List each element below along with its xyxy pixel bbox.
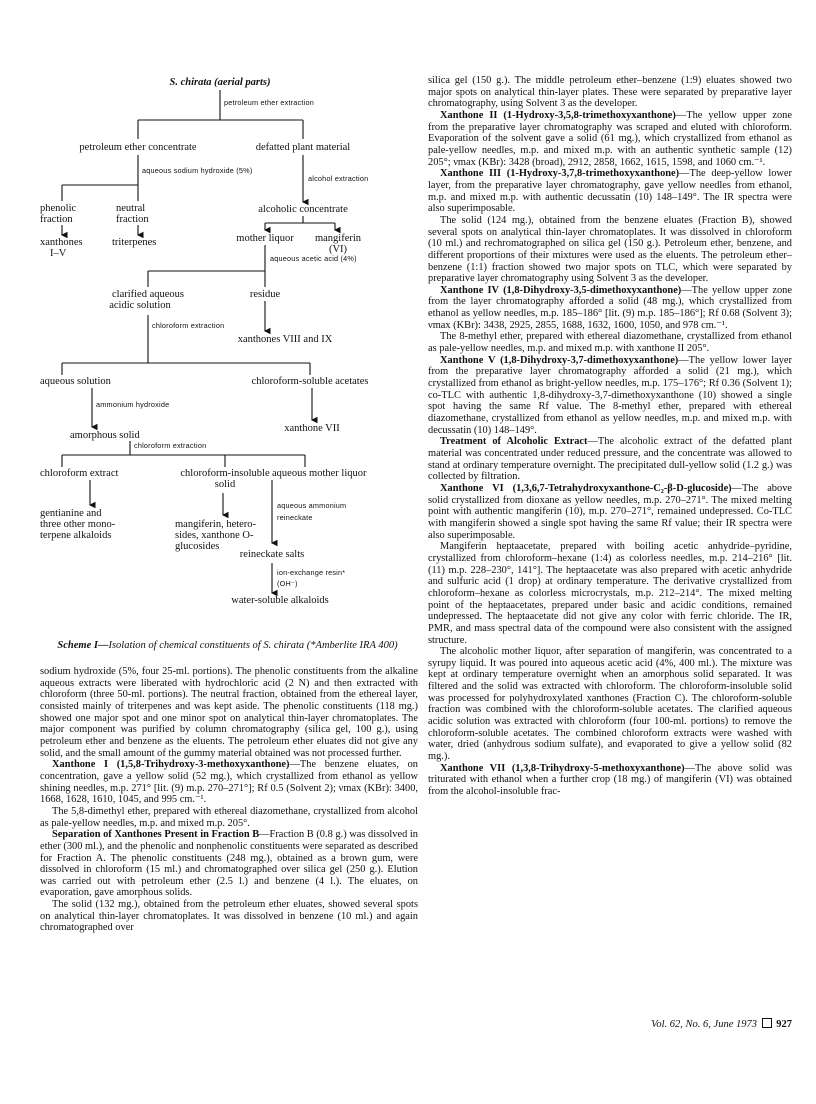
paragraph bbox=[428, 285, 792, 332]
paragraph bbox=[40, 759, 418, 806]
paragraph-text: silica gel (150 g.). The middle petroleum ether–benzene (1:9) eluates showed two major spots on analytical thin-layer plates. These were separated by preparative layer chromatography, using Solvent 3 as the developer. bbox=[428, 75, 792, 110]
node-gentianine-3: terpene alkaloids bbox=[40, 530, 112, 541]
section-heading: Xanthone II (1-Hydroxy-3,5,8-trimethoxyxanthone) bbox=[440, 109, 676, 121]
separator-box bbox=[762, 1018, 772, 1028]
node-phenolic: phenolic bbox=[40, 203, 77, 214]
section-heading: Xanthone VII (1,3,8-Trihydroxy-5-methoxyxanthone) bbox=[440, 762, 685, 774]
paragraph bbox=[40, 899, 418, 934]
paragraph bbox=[428, 483, 792, 541]
section-heading: Treatment of Alcoholic Extract bbox=[440, 436, 588, 448]
paragraph-text: —The above solid was triturated with ethanol when a further crop (18 mg.) of mangiferin (VI) was obtained from the alcohol-insoluble frac- bbox=[428, 762, 793, 798]
node-aqueous-mother-liquor: aqueous mother liquor bbox=[272, 468, 367, 479]
paragraph bbox=[428, 436, 792, 483]
paragraph-text: —The deep-yellow lower layer, from the preparative layer chromatography, gave yellow needles from ethanol, m.p. and mixed m.p. with authentic decussatin (10) 148–149°. The IR spectra were also superimposable. bbox=[428, 168, 792, 215]
paragraph-text: The alcoholic mother liquor, after separation of mangiferin, was concentrated to a syrupy liquid. It was poured into aqueous acetic acid (4%, 400 ml.). The mixture was kept at ordinary temperature overnight when an amorphous solid separated. It was filtered and the solid was extracted with chloroform. The chloroform-insoluble solid was processed for polyhydroxylated xanthones (Fraction C). The chloroform-soluble fraction was combined with the chloroform-soluble acetates. The clarified aqueous acidic solution was extracted with chloroform (four 100-ml. portions) to remove the chloroform-soluble acetates. The combined chloroform extracts were washed with water, dried (anhydrous sodium sulfate), and evaporated to give a yellow solid (82 mg.). bbox=[428, 646, 792, 763]
paragraph-text: —The alcoholic extract of the defatted plant material was concentrated under reduced pressure, and the concentrate was allowed to stand at ordinary temperature overnight. The precipitated dull-yellow solid (1.2 g.) was collected by filtration. bbox=[428, 436, 792, 483]
paragraph-text: Mangiferin heptaacetate, prepared with boiling acetic anhydride–pyridine, crystallized from chloroform–hexane (1:4) as colorless needles, m.p. 214–216° [lit. (11) m.p. 228–230°, 141°]. The heptaacetate was also prepared with acetic anhydride and sulfuric acid (1 drop) at ordinary temperature. The derivative crystallized from chloroform–hexane as colorless microcrystals, m.p. 212–214°. The mixed melting point of the heptaacetates, prepared under basic and acidic conditions, remained undepressed. The heptaacetate did not give any color with ferric chloride. The IR, PMR, and mass spectral data of the compound were also consistent with the assigned structure. bbox=[428, 541, 792, 646]
reagent-ion-exchange-1: ion-exchange resin* bbox=[277, 568, 346, 577]
scheme-caption-text: Isolation of chemical constituents of S. chirata (*Amberlite IRA 400) bbox=[108, 640, 398, 651]
node-water-soluble-alkaloids: water-soluble alkaloids bbox=[231, 595, 329, 606]
paragraph-text: The solid (124 mg.), obtained from the benzene eluates (Fraction B), showed several spots on analytical thin-layer chromatoplates. It was dissolved in chloroform (10 ml.) and rechromatographed on silica gel (150 g.). Petroleum ether, benzene, and different proportions of their mixtures were used as the eluents. The petroleum ether–benzene (1:1) fraction showed two major spots on TLC, which were separated by preparative layer chromatography using Solvent 3 as the developer. bbox=[428, 214, 792, 285]
paragraph bbox=[428, 331, 792, 354]
paragraph-text: —Fraction B (0.8 g.) was dissolved in ether (300 ml.), and the phenolic and nonphenolic constituents were separated as described for Fraction A. The phenolic constituents (248 mg.), obtained as a brown gum, were dissolved in chloroform (15 ml.) and chromatographed over silica gel (250 g.). Elution was carried out with petroleum ether (2.5 l.) and benzene (4 l.). The eluates, on evaporation, gave amorphous solids. bbox=[40, 829, 418, 899]
node-gentianine: gentianine and bbox=[40, 508, 102, 519]
paragraph-text: —The benzene eluates, on concentration, gave a yellow solid (52 mg.), which crystallized from ethanol as yellow shining needles, m.p. 271° [lit. (9) m.p. 270–271°]; Rf 0.5 (Solvent 2); νmax (KBr): 3400, 1668, 1628, 1610, 1045, and 995 cm.⁻¹. bbox=[40, 759, 418, 806]
reagent-ammonium-hydroxide: ammonium hydroxide bbox=[96, 400, 170, 409]
node-triterpenes: triterpenes bbox=[112, 237, 157, 248]
scheme-lines bbox=[40, 75, 415, 635]
node-mangiferin-heterosides-2: sides, xanthone O- bbox=[175, 530, 254, 541]
node-chloroform-soluble-acetates: chloroform-soluble acetates bbox=[251, 376, 369, 387]
paragraph bbox=[40, 666, 418, 759]
node-xanthones-1-5-label: I–V bbox=[50, 248, 67, 259]
node-mangiferin-heterosides: mangiferin, hetero- bbox=[175, 519, 257, 530]
node-alcoholic-concentrate: alcoholic concentrate bbox=[258, 204, 348, 215]
paragraph bbox=[428, 215, 792, 285]
reagent-ammonium-reineckate-2: reineckate bbox=[277, 513, 313, 522]
paragraph bbox=[40, 829, 418, 899]
node-amorphous-solid: amorphous solid bbox=[70, 430, 140, 441]
node-xanthone-7: xanthone VII bbox=[284, 423, 340, 434]
node-xanthones-1-5: xanthones bbox=[40, 237, 83, 248]
node-mangiferin: mangiferin bbox=[314, 233, 362, 244]
node-mangiferin-heterosides-3: glucosides bbox=[175, 541, 220, 552]
section-heading: Xanthone VI (1,3,6,7-Tetrahydroxyxanthone-C₂-β-D-glucoside) bbox=[440, 482, 732, 494]
node-xanthones-8-9: xanthones VIII and IX bbox=[237, 334, 333, 345]
paragraph-text: sodium hydroxide (5%, four 25-ml. portions). The phenolic constituents from the alkaline aqueous extracts were liberated with hydrochloric acid (2 N) and then extracted with chloroform (three 50-ml. portions). The neutral fraction, obtained from the ethereal layer, consisted mainly of triterpenes and was kept aside. The phenolic constituents (118 mg.) showed one major spot and one minor spot on analytical thin-layer chromatoplates. The major component was purified by column chromatography (silica gel, 100 g.), using petroleum ether and benzene as the eluents. The petroleum ether eluates did not give any solid, and the small amount of the gummy material obtained was not processed further. bbox=[40, 666, 418, 759]
node-mother-liquor: mother liquor bbox=[236, 233, 294, 244]
reagent-ammonium-reineckate-1: aqueous ammonium bbox=[277, 501, 347, 510]
right-column bbox=[428, 75, 792, 798]
paragraph bbox=[40, 806, 418, 829]
reagent-petroleum-ether: petroleum ether extraction bbox=[224, 98, 314, 107]
page-number: 927 bbox=[776, 1019, 792, 1030]
node-gentianine-2: three other mono- bbox=[40, 519, 116, 530]
paragraph-text: —The yellow lower layer from the preparative layer chromatography afforded a solid (21 mg.), which crystallized from ethanol as bright-yellow needles, m.p. 175–176°; Rf 0.36 (Solvent 1); co-TLC with authentic 1,8-dihydroxy-3,7-dimethoxyxanthone (10) showed a single spot having the same Rf value. The 8-methyl ether, prepared with ethereal diazomethane, crystallized from ethanol as yellow needles, m.p. and mixed m.p. with decussatin (10) 148–149°. bbox=[428, 354, 792, 436]
node-clarified-aqueous: clarified aqueous bbox=[111, 289, 185, 300]
paragraph bbox=[428, 355, 792, 437]
paragraph-text: The solid (132 mg.), obtained from the petroleum ether eluates, showed several spots on analytical thin-layer chromatoplates. It was dissolved in benzene (10 ml.) and again chromatographed over bbox=[40, 899, 418, 934]
node-mangiferin-number: (VI) bbox=[328, 244, 348, 255]
paragraph bbox=[428, 75, 792, 110]
scheme-caption-label: Scheme I— bbox=[57, 640, 109, 651]
reagent-sodium-hydroxide: aqueous sodium hydroxide (5%) bbox=[142, 166, 253, 175]
section-heading: Xanthone III (1-Hydroxy-3,7,8-trimethoxyxanthone) bbox=[440, 168, 680, 180]
paragraph bbox=[428, 763, 792, 798]
node-chloroform-insoluble: chloroform-insoluble bbox=[180, 468, 270, 479]
paragraph-text: —The above solid crystallized from dioxane as yellow needles, m.p. 270–271°. The mixed melting point with authentic mangiferin (10), m.p. 270–271°, remained undepressed. Co-TLC with mangiferin showed a single spot having the same Rf value; their IR spectra were also superimposable. bbox=[428, 482, 793, 541]
node-clarified-aqueous-2: acidic solution bbox=[109, 300, 171, 311]
paragraph-text: The 5,8-dimethyl ether, prepared with ethereal diazomethane, crystallized from alcohol as pale-yellow needles, m.p. and mixed m.p. 205°. bbox=[40, 805, 418, 829]
node-pet-ether-concentrate: petroleum ether concentrate bbox=[79, 142, 197, 153]
paragraph-text: The 8-methyl ether, prepared with ethereal diazomethane, crystallized from ethanol as pale-yellow needles, m.p. and mixed m.p. with xanthone II 205°. bbox=[428, 331, 792, 355]
section-heading: Separation of Xanthones Present in Fraction B bbox=[52, 829, 260, 841]
paragraph bbox=[428, 541, 792, 646]
node-chloroform-insoluble-2: solid bbox=[214, 479, 236, 490]
node-defatted-material: defatted plant material bbox=[255, 142, 351, 153]
isolation-scheme bbox=[40, 75, 415, 635]
node-neutral-2: fraction bbox=[116, 214, 149, 225]
scheme-caption bbox=[40, 640, 415, 652]
paragraph bbox=[428, 168, 792, 215]
reagent-chloroform-1: chloroform extraction bbox=[152, 321, 225, 330]
node-chloroform-extract: chloroform extract bbox=[40, 468, 119, 479]
node-aqueous-solution: aqueous solution bbox=[40, 376, 111, 387]
section-heading: Xanthone V (1,8-Dihydroxy-3,7-dimethoxyxanthone) bbox=[440, 354, 679, 366]
node-residue: residue bbox=[249, 289, 281, 300]
node-reineckate-salts: reineckate salts bbox=[239, 549, 305, 560]
reagent-chloroform-2: chloroform extraction bbox=[134, 441, 207, 450]
section-heading: Xanthone I (1,5,8-Trihydroxy-3-methoxyxanthone) bbox=[52, 759, 290, 771]
left-column bbox=[40, 666, 418, 934]
node-neutral: neutral bbox=[116, 203, 146, 214]
paragraph-text: —The yellow upper zone from the layer chromatography afforded a solid (48 mg.), which crystallized from ethanol as yellow needles, m.p. 185–186° [lit. (9) m.p. 185–186°]; Rf 0.68 (Solvent 3); νmax (KBr): 3438, 2925, 2855, 1688, 1632, 1600, 1050, and 978 cm.⁻¹. bbox=[428, 284, 792, 331]
section-heading: Xanthone IV (1,8-Dihydroxy-3,5-dimethoxyxanthone) bbox=[440, 284, 682, 296]
journal-citation: Vol. 62, No. 6, June 1973 bbox=[651, 1019, 757, 1030]
reagent-acetic-acid: aqueous acetic acid (4%) bbox=[270, 254, 357, 263]
node-phenolic-2: fraction bbox=[40, 214, 73, 225]
paragraph-text: —The yellow upper zone from the preparative layer chromatography was scraped and eluted with chloroform. Evaporation of the solvent gave a solid (61 mg.), which crystallized from ethanol as pale-yellow needles, m.p. and mixed m.p. with an authentic synthetic sample (12) 205°; νmax (KBr): 3428 (broad), 2912, 2858, 1662, 1615, 1598, and 1060 cm.⁻¹. bbox=[428, 109, 792, 168]
reagent-ion-exchange-2: (OH⁻) bbox=[277, 579, 298, 588]
reagent-alcohol: alcohol extraction bbox=[308, 174, 369, 183]
paragraph bbox=[428, 646, 792, 763]
page-footer bbox=[560, 1018, 792, 1030]
paragraph bbox=[428, 110, 792, 168]
node-source: S. chirata (aerial parts) bbox=[169, 77, 271, 88]
